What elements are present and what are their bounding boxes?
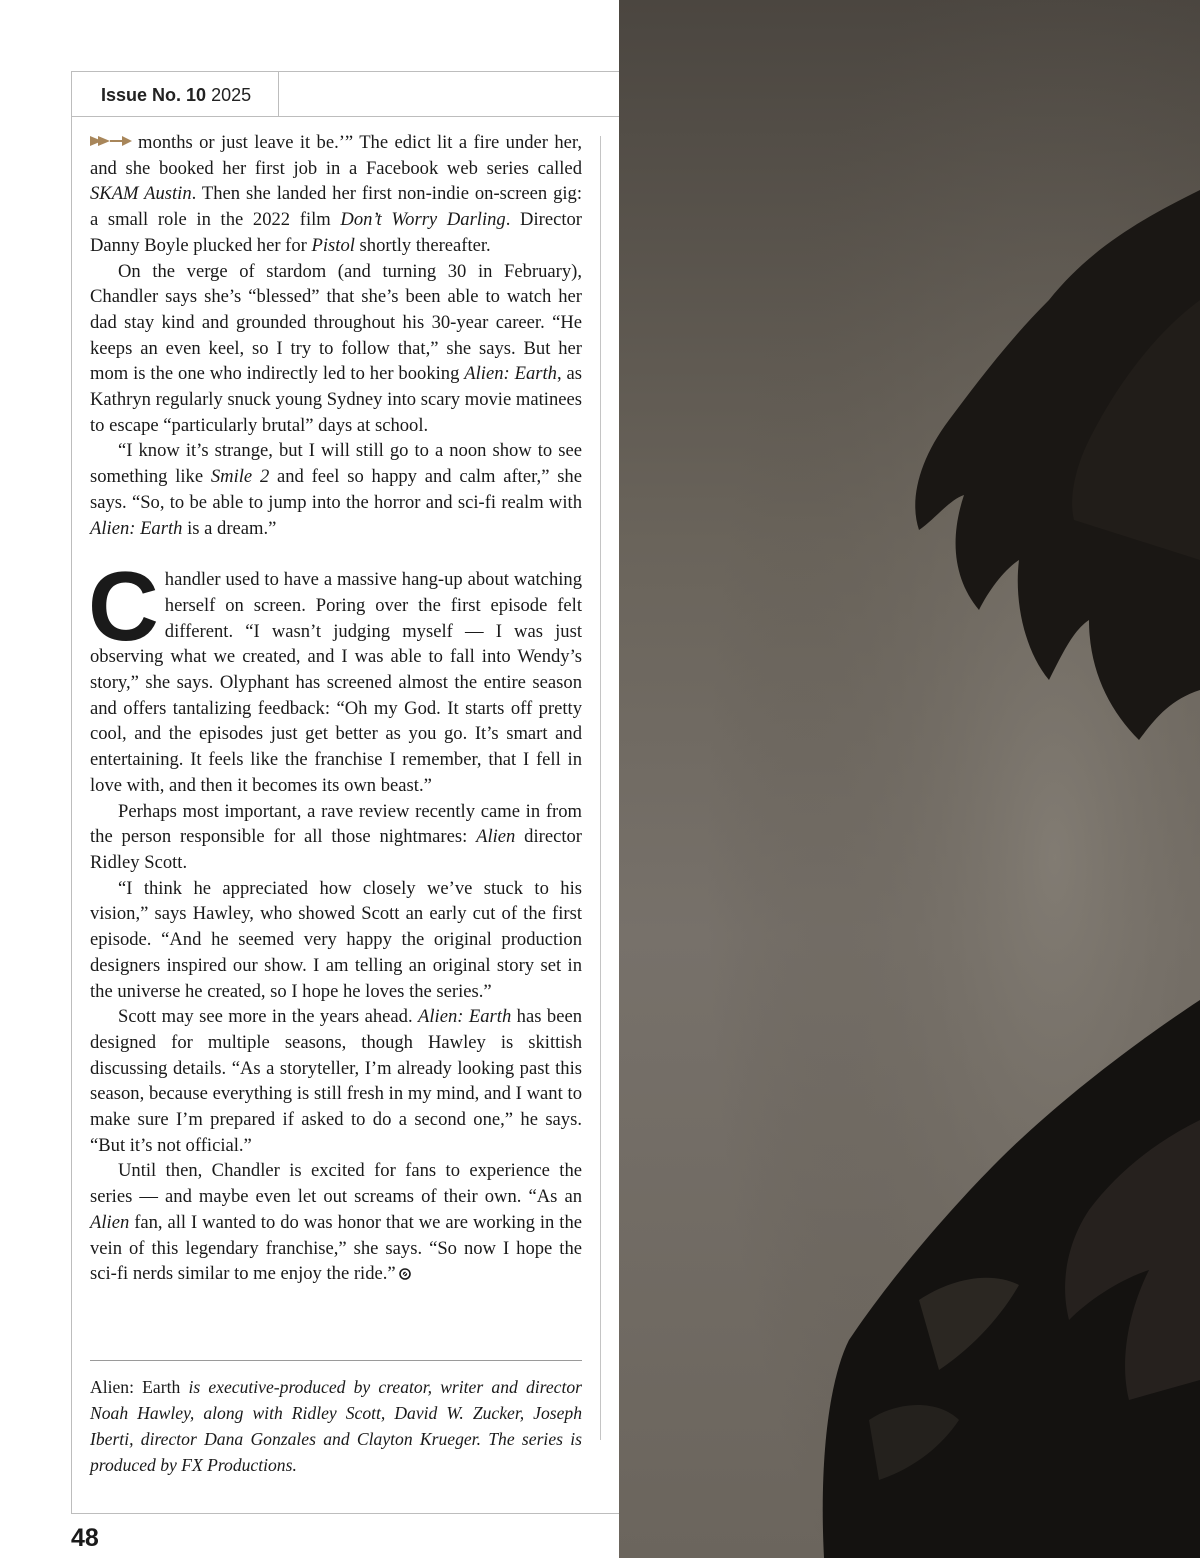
paragraph-1-text bbox=[90, 132, 582, 256]
paragraph-7 bbox=[90, 1004, 582, 1158]
italic-run: Pistol bbox=[311, 234, 355, 256]
portrait-photo bbox=[619, 0, 1200, 1558]
paragraph-4 bbox=[88, 551, 582, 798]
paragraph-7-text bbox=[90, 1006, 582, 1156]
frame-bottom-rule bbox=[71, 1513, 619, 1514]
text-run: is executive-produced by creator, writer and director Noah Hawley, along with Ridley Scott, David W. Zucker, Joseph Iberti, director Dana Gonzales and Clayton Krueger. The series is produced by FX Productions. bbox=[90, 1377, 582, 1475]
text-run: fan, all I wanted to do was honor that we are working in the vein of this legendary franchise,” she says. “So now I hope the sci-fi nerds similar to me enjoy the ride.” bbox=[90, 1211, 582, 1285]
footnote-text bbox=[90, 1377, 582, 1475]
portrait-illustration bbox=[619, 0, 1200, 1558]
text-run: “I know it’s strange, but I will still go to a noon show to see something like bbox=[90, 440, 582, 488]
italic-run: Alien: Earth bbox=[90, 517, 183, 539]
credits-footnote bbox=[90, 1374, 582, 1478]
article-body bbox=[90, 130, 582, 1287]
text-run: “I think he appreciated how closely we’ve stuck to his vision,” says Hawley, who showed Scott an early cut of the first episode. “And he seemed very happy the original production designers inspired our show. I am telling an original story set in the universe he created, so I hope he loves the series.” bbox=[90, 877, 582, 1002]
page-number: 48 bbox=[71, 1524, 99, 1552]
paragraph-6-text bbox=[90, 878, 582, 1002]
text-run: shortly thereafter. bbox=[354, 234, 491, 256]
roman-run: Alien: Earth bbox=[90, 1377, 181, 1397]
paragraph-3-text bbox=[90, 440, 582, 538]
continue-arrow-icon bbox=[90, 134, 134, 148]
text-run: director Ridley Scott. bbox=[90, 826, 582, 873]
paragraph-5 bbox=[90, 799, 582, 876]
paragraph-8 bbox=[90, 1158, 582, 1287]
text-run: . Director Danny Boyle plucked her for bbox=[90, 209, 582, 256]
frame-left-rule bbox=[71, 116, 72, 1514]
italic-run: Alien: Earth bbox=[464, 363, 557, 385]
text-run: Scott may see more in the years ahead. bbox=[118, 1006, 419, 1028]
drop-cap: C bbox=[88, 551, 159, 662]
end-mark-icon bbox=[399, 1268, 411, 1280]
italic-run: Smile 2 bbox=[210, 466, 270, 488]
issue-year: 2025 bbox=[211, 85, 252, 105]
paragraph-1 bbox=[90, 130, 582, 259]
header-divider bbox=[71, 116, 619, 117]
text-run: has been designed for multiple seasons, though Hawley is skittish discussing details. “As a storyteller, I’m already looking past this season, because everything is still fresh in my mind, and I want to make sure I’m prepared if asked to do a second one,” he says. “But it’s not official.” bbox=[90, 1006, 582, 1156]
text-run: Perhaps most important, a rave review recently came in from the person responsible for all those nightmares: bbox=[90, 800, 582, 848]
text-run: handler used to have a massive hang-up about watching herself on screen. Poring over the first episode felt different. “I wasn’t judging myself — I was just observing what we created, and I was able to fall into Wendy’s story,” she says. Olyphant has screened almost the entire season and offers tantalizing feedback: “Oh my God. It starts off pretty cool, and the episodes just get better as you go. It’s smart and entertaining. It feels like the franchise I remember, that I fell in love with, and then it becomes its own beast.” bbox=[90, 569, 582, 796]
paragraph-5-text bbox=[90, 801, 582, 873]
text-run: On the verge of stardom (and turning 30 in February), Chandler says she’s “blessed” that she’s been able to watch her dad stay kind and grounded throughout his 30-year career. “He keeps an even keel, so I try to follow that,” she says. But her mom is the one who indirectly led to her booking bbox=[90, 260, 582, 385]
text-run: , as Kathryn regularly snuck young Sydney into scary movie matinees to escape “particularly brutal” days at school. bbox=[90, 363, 583, 436]
text-run: Until then, Chandler is excited for fans to experience the series — and maybe even let out screams of their own. “As an bbox=[90, 1160, 582, 1208]
text-run: months or just leave it be.’” The edict lit a fire under her, and she booked her first job in a Facebook web series called bbox=[90, 132, 582, 179]
paragraph-2 bbox=[90, 259, 582, 439]
text-run: . Then she landed her first non-indie on-screen gig: a small role in the 2022 film bbox=[90, 183, 582, 231]
footnote-divider bbox=[90, 1360, 582, 1361]
paragraph-2-text bbox=[90, 261, 582, 436]
italic-run: Alien bbox=[476, 826, 516, 848]
paragraph-8-text bbox=[90, 1160, 582, 1284]
italic-run: Alien: Earth bbox=[418, 1006, 512, 1028]
issue-number: Issue No. 10 bbox=[101, 85, 207, 105]
text-run: and feel so happy and calm after,” she says. “So, to be able to jump into the horror and sci-fi realm with bbox=[90, 466, 582, 513]
italic-run: Alien bbox=[90, 1211, 130, 1233]
italic-run: Don’t Worry Darling bbox=[340, 209, 506, 231]
issue-header bbox=[71, 71, 619, 117]
italic-run: SKAM Austin bbox=[90, 183, 192, 205]
column-rule bbox=[600, 136, 601, 1440]
paragraph-4-text bbox=[88, 551, 582, 796]
paragraph-3 bbox=[90, 438, 582, 541]
paragraph-6 bbox=[90, 876, 582, 1005]
issue-label bbox=[72, 72, 279, 117]
text-run: is a dream.” bbox=[182, 517, 277, 539]
